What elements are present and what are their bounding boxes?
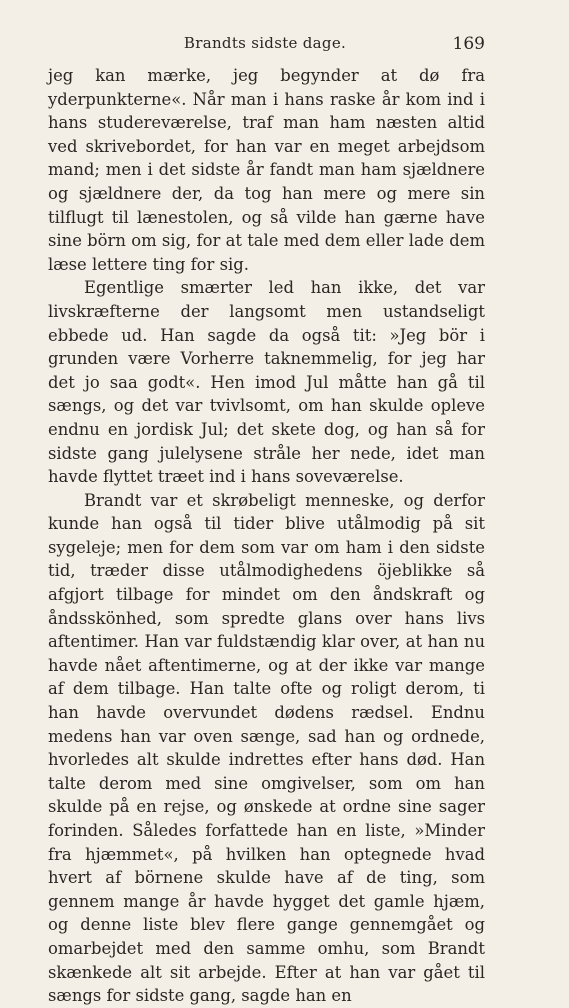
running-title: Brandts sidste dage. bbox=[183, 34, 347, 52]
paragraph-3: Brandt var et skrøbeligt menneske, og derfor kunde han også til tider blive utålmodig på sit sygeleje; men for dem som var om ham i den sidste tid, træder disse utålmodighedens öjeblikke så afgjort tilbage for mindet om den åndskraft og åndsskönhed, som spredte glans over hans livs aftentimer. Han var fuldstændig klar over, at han nu havde nået aftentimerne, og at der ikke var mange af dem tilbage. Han talte ofte og roligt derom, ti han havde overvundet dødens rædsel. Endnu medens han var oven sænge, sad han og ordnede, hvorledes alt skulde indrettes efter hans død. Han talte derom med sine omgivelser, som om han skulde på en rejse, og ønskede at ordne sine sager forinden. Således forfattede han en liste, »Minder fra hjæmmet«, på hvilken han optegnede hvad hvert af börnene skulde have af de ting, som gennem mange år havde hygget det gamle hjæm, og denne liste blev flere gange gennemgået og omarbejdet med den samme omhu, som Brandt skænkede alt sit arbejde. Efter at han var gået til sængs for sidste gang, sagde han en bbox=[48, 490, 485, 1006]
body-text bbox=[48, 64, 485, 1008]
paragraph-2: Egentlige smærter led han ikke, det var livskræfterne der langsomt men ustandseligt ebbede ud. Han sagde da også tit: »Jeg bör i grunden være Vorherre taknemmelig, for jeg har det jo saa godt«. Hen imod Jul måtte han gå til sængs, og det var tvivlsomt, om han skulde opleve endnu en jordisk Jul; det skete dog, og han så for sidste gang julelysene stråle her nede, idet man havde flyttet træet ind i hans soveværelse. bbox=[48, 278, 485, 487]
paragraph-1: jeg kan mærke, jeg begynder at dø fra yderpunkterne«. Når man i hans raske år kom ind i hans studereværelse, traf man ham næsten altid ved skrivebordet, for han var en meget arbejdsom mand; men i det sidste år fandt man ham sjældnere og sjældnere der, da tog han mere og mere sin tilflugt til lænestolen, og så vilde han gærne have sine börn om sig, for at tale med dem eller lade dem læse lettere ting for sig. bbox=[48, 66, 485, 274]
page-header bbox=[0, 34, 569, 58]
page-number: 169 bbox=[452, 34, 485, 54]
